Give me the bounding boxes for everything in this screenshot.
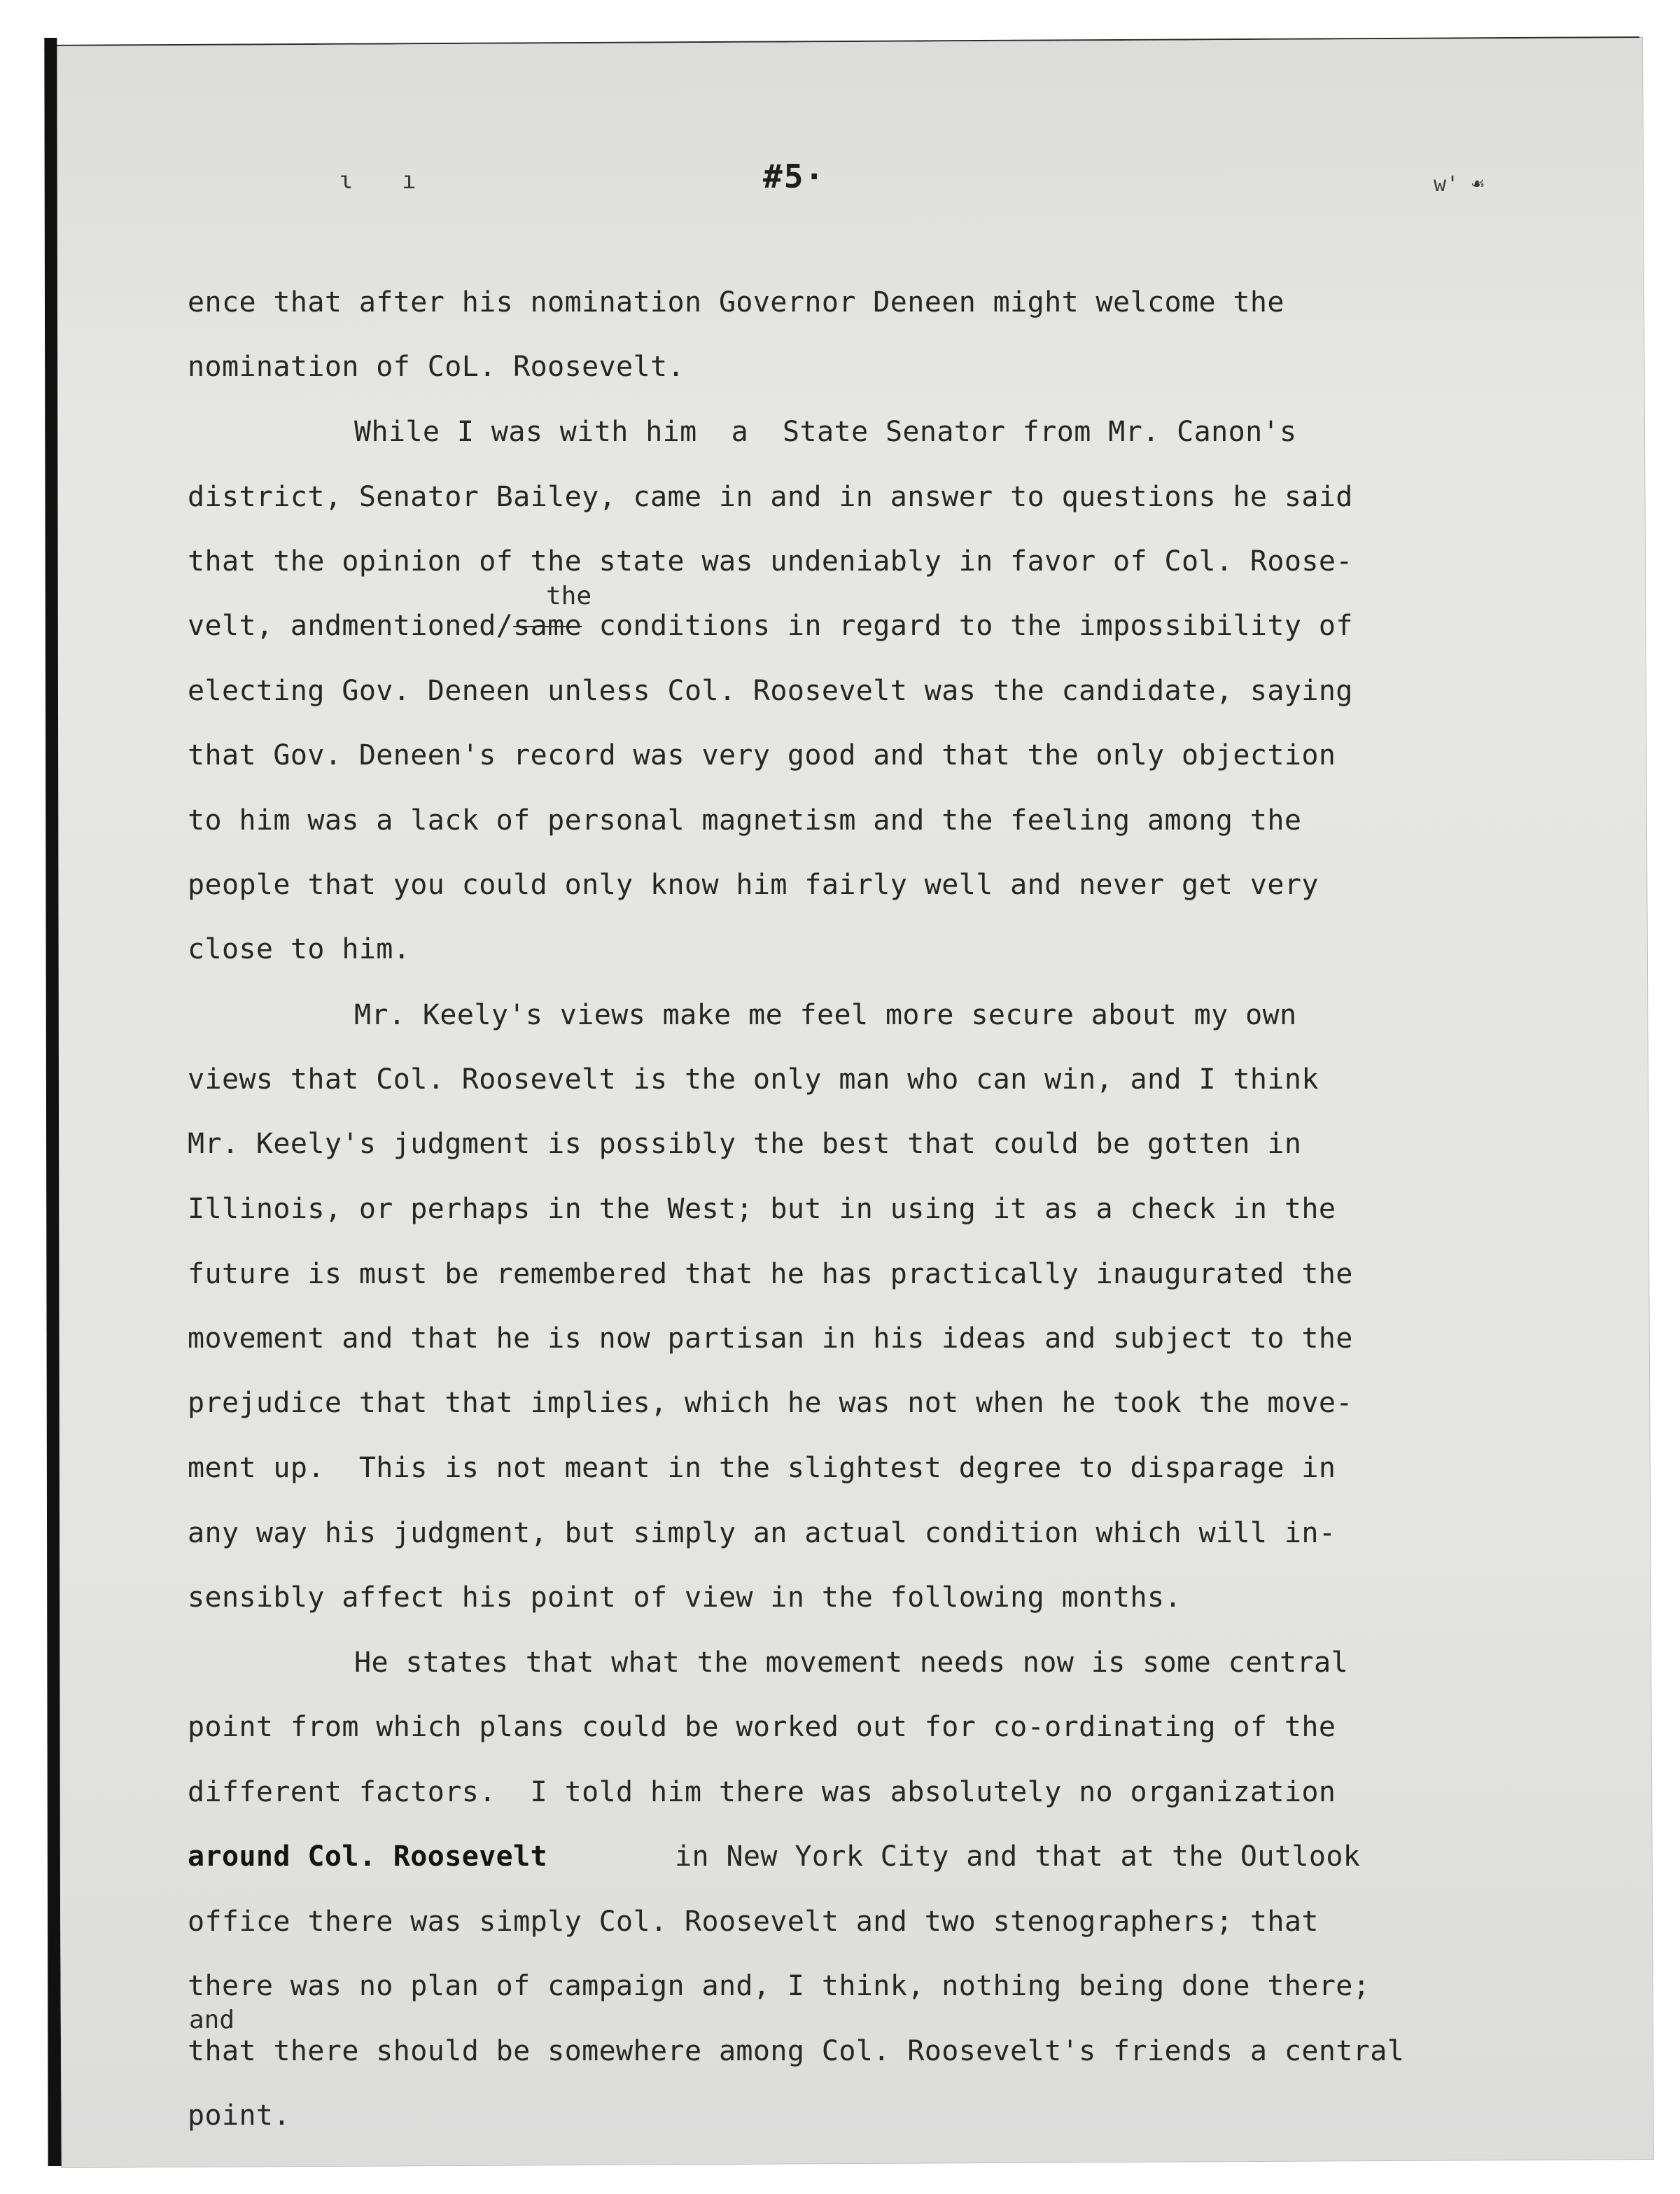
- text-line: nomination of CoL. Roosevelt.: [188, 351, 685, 383]
- text-line: that the opinion of the state was undeniably in favor of Col. Roose-: [188, 545, 1353, 578]
- handwritten-insert: the: [546, 582, 592, 610]
- text-line-split: [188, 1840, 548, 1873]
- text-line: ment up. This is not meant in the slightest degree to disparage in: [188, 1452, 1336, 1484]
- text-line: views that Col. Roosevelt is the only man who can win, and I think: [188, 1063, 1319, 1096]
- text-line: While I was with him a State Senator from Mr. Canon's: [354, 416, 1297, 448]
- text-line-split: in New York City and that at the Outlook: [675, 1840, 1361, 1873]
- text-line: close to him.: [188, 933, 411, 965]
- margin-mark-left-2: ı: [402, 167, 416, 195]
- text-segment: velt, andmentioned/: [188, 610, 514, 642]
- text-line: prejudice that that implies, which he was not when he took the move-: [188, 1387, 1353, 1419]
- struck-word: same: [513, 610, 582, 642]
- text-line: that Gov. Deneen's record was very good and that the only objection: [188, 739, 1336, 771]
- page-number: #5·: [763, 158, 826, 195]
- text-line: ence that after his nomination Governor Deneen might welcome the: [188, 286, 1284, 319]
- text-segment: around Col. Roosevelt: [188, 1840, 548, 1873]
- handwritten-insert: and: [189, 2006, 235, 2034]
- text-line: electing Gov. Deneen unless Col. Roosevelt was the candidate, saying: [188, 675, 1353, 707]
- text-line: office there was simply Col. Roosevelt and two stenographers; that: [188, 1906, 1319, 1938]
- text-line: any way his judgment, but simply an actual condition which will in-: [188, 1517, 1336, 1549]
- text-line: people that you could only know him fairly well and never get very: [188, 869, 1319, 901]
- text-line: there was no plan of campaign and, I think, nothing being done there;: [188, 1970, 1371, 2002]
- margin-mark-right: w' ☙: [1434, 172, 1485, 197]
- text-line: Mr. Keely's judgment is possibly the best that could be gotten in: [188, 1128, 1302, 1160]
- text-line: Illinois, or perhaps in the West; but in using it as a check in the: [188, 1193, 1336, 1225]
- text-line: movement and that he is now partisan in his ideas and subject to the: [188, 1322, 1353, 1355]
- text-line: He states that what the movement needs now is some central: [354, 1647, 1348, 1679]
- text-line: point from which plans could be worked out for co-ordinating of the: [188, 1711, 1336, 1743]
- text-segment: conditions in regard to the impossibility of: [582, 610, 1353, 642]
- text-line-with-correction: [188, 612, 1353, 640]
- text-line: to him was a lack of personal magnetism and the feeling among the: [188, 804, 1302, 837]
- text-line: future is must be remembered that he has practically inaugurated the: [188, 1258, 1353, 1290]
- text-line: that there should be somewhere among Col. Roosevelt's friends a central: [188, 2035, 1405, 2067]
- text-line: district, Senator Bailey, came in and in answer to questions he said: [188, 481, 1353, 513]
- text-line: different factors. I told him there was absolutely no organization: [188, 1776, 1336, 1808]
- text-line: sensibly affect his point of view in the following months.: [188, 1581, 1182, 1614]
- margin-mark-left-1: ɩ: [339, 167, 354, 195]
- text-line: point.: [188, 2099, 290, 2132]
- text-line: Mr. Keely's views make me feel more secure about my own: [354, 999, 1297, 1031]
